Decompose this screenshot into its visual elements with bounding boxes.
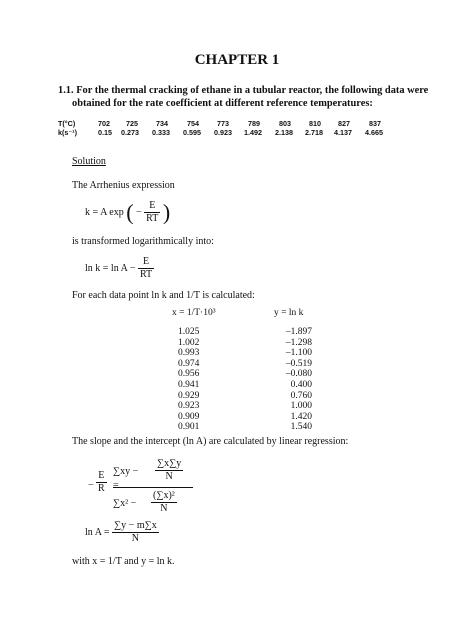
problem-number: 1.1.: [58, 85, 74, 96]
x-value: 0.901: [178, 422, 200, 433]
calculation-text: For each data point ln k and 1/T is calculated:: [72, 290, 255, 301]
chapter-title: CHAPTER 1: [194, 52, 280, 68]
fraction-e-over-rt: $\frac{E}{RT}$: [146, 200, 159, 224]
closing-text: with x = 1/T and y = ln k.: [72, 556, 175, 567]
y-value: 0.400: [290, 380, 312, 390]
temperature-cell: 827: [338, 119, 350, 128]
y-value: –1.298: [285, 337, 312, 348]
temperature-cell: 810: [309, 119, 321, 128]
problem-text: For the thermal cracking of ethane in a tubular reactor, the following data were obtained for the rate coefficient at different reference temperatures:: [72, 85, 429, 109]
fraction-e-over-r: $\frac{E}{R}$: [98, 470, 105, 494]
slope-fraction-line: [113, 487, 193, 488]
temperature-label: T(°C): [58, 119, 76, 128]
x-value: 0.923: [178, 401, 200, 412]
x-value: 0.909: [178, 411, 200, 422]
rate-cell: 4.665: [365, 128, 383, 137]
regression-text: The slope and the intercept (ln A) are calculated by linear regression:: [72, 436, 349, 447]
rate-cell: 0.595: [183, 128, 201, 137]
temperature-cell: 837: [369, 119, 381, 128]
temperature-cell: 789: [248, 119, 260, 128]
y-value: 0.760: [290, 390, 312, 401]
rate-cell: 1.492: [244, 128, 262, 137]
y-column-header: y = ln k: [274, 308, 304, 318]
x-value: 1.002: [178, 337, 200, 348]
temperature-cell: 702: [98, 119, 110, 128]
y-value: –0.519: [285, 358, 312, 369]
y-value: 1.420: [290, 411, 312, 422]
temperature-cell: 803: [279, 119, 291, 128]
rate-cell: 2.718: [305, 128, 323, 137]
rate-cell: 0.273: [121, 128, 139, 137]
temperature-cell: 773: [217, 119, 229, 128]
temperature-cell: 754: [187, 119, 199, 128]
solution-heading: Solution: [72, 156, 106, 167]
y-value: 1.000: [290, 401, 312, 412]
arrhenius-intro: The Arrhenius expression: [72, 180, 175, 191]
rate-cell: 0.333: [152, 128, 170, 137]
x-column-header: x = 1/T·10³: [172, 308, 216, 318]
y-value: 1.540: [290, 422, 312, 433]
equation-intercept: ln A = $\frac{\sum y - m\sum x}{N}$: [85, 520, 157, 544]
rate-cell: 2.138: [275, 128, 293, 137]
equation-arrhenius: k = A exp ( − $\frac{E}{RT}$ ): [85, 199, 171, 225]
x-value: 0.974: [178, 358, 200, 369]
temperature-cell: 734: [156, 119, 168, 128]
y-value: –1.897: [285, 327, 312, 337]
x-value: 0.929: [178, 390, 200, 401]
x-value: 0.993: [178, 348, 200, 359]
rate-cell: 4.137: [334, 128, 352, 137]
y-value: –1.100: [285, 348, 312, 359]
x-value: 0.956: [178, 369, 200, 380]
rate-label: k(s⁻¹): [58, 128, 77, 137]
rate-cell: 0.15: [98, 128, 112, 137]
rate-cell: 0.923: [214, 128, 232, 137]
temperature-cell: 725: [126, 119, 138, 128]
y-value: –0.080: [285, 369, 312, 380]
x-value: 1.025: [178, 327, 200, 337]
equation-log-form: ln k = ln A − $\frac{E}{RT}$: [85, 256, 153, 280]
x-value: 0.941: [178, 380, 200, 390]
transform-text: is transformed logarithmically into:: [72, 236, 214, 247]
fraction-e-over-rt: $\frac{E}{RT}$: [139, 256, 153, 280]
